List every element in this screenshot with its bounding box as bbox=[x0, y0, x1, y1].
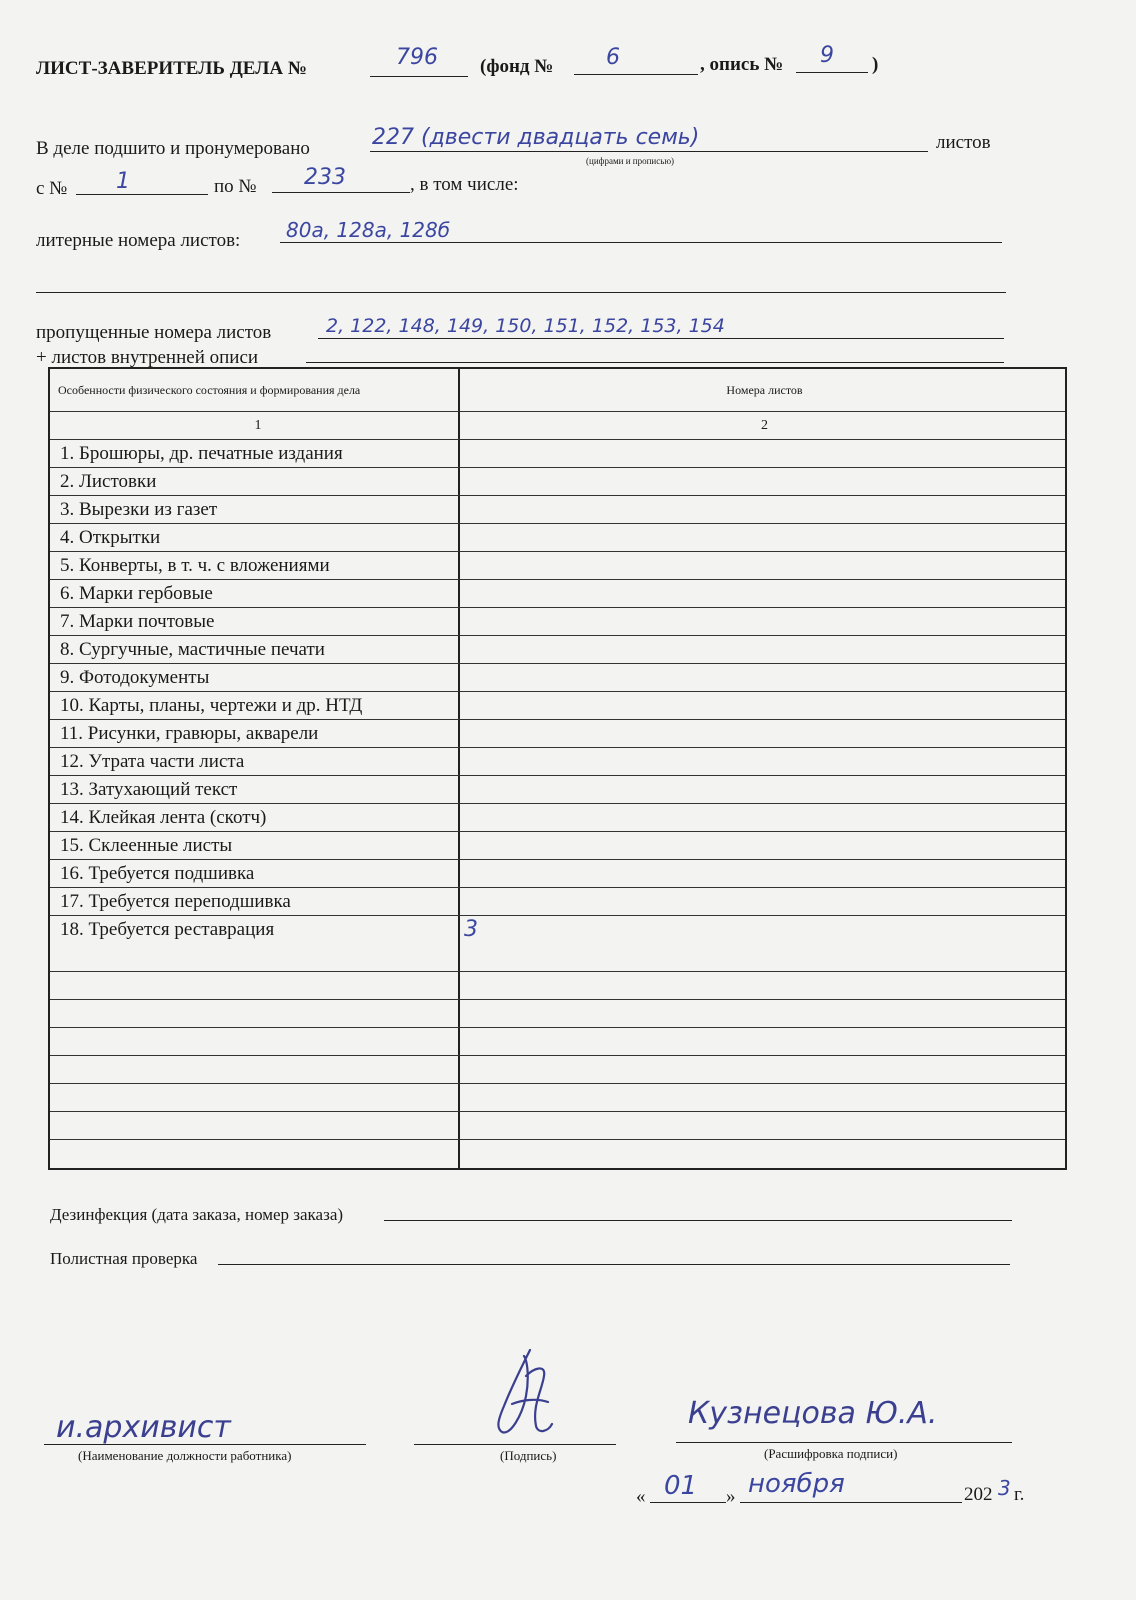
day-line bbox=[650, 1502, 726, 1503]
row-label: 8. Сургучные, мастичные печати bbox=[50, 636, 460, 663]
row-label: 12. Утрата части листа bbox=[50, 748, 460, 775]
row-label: 5. Конверты, в т. ч. с вложениями bbox=[50, 552, 460, 579]
row-sheet-numbers[interactable] bbox=[460, 636, 1065, 663]
row-label: 10. Карты, планы, чертежи и др. НТД bbox=[50, 692, 460, 719]
table-header-row bbox=[50, 369, 1065, 412]
position-value[interactable]: и.архивист bbox=[56, 1410, 231, 1445]
fond-number-value[interactable]: 6 bbox=[606, 45, 620, 70]
missing-numbers-value[interactable]: 2, 122, 148, 149, 150, 151, 152, 153, 154 bbox=[326, 315, 725, 337]
opis-number-line bbox=[796, 72, 868, 73]
table-row bbox=[50, 440, 1065, 468]
check-line bbox=[218, 1264, 1010, 1265]
row-label: 18. Требуется реставрация bbox=[50, 916, 460, 944]
table-row bbox=[50, 664, 1065, 692]
row-label: 4. Открытки bbox=[50, 524, 460, 551]
inner-inventory-label: + листов внутренней описи bbox=[36, 347, 259, 368]
letter-numbers-label: литерные номера листов: bbox=[36, 230, 241, 251]
decoding-caption: (Расшифровка подписи) bbox=[764, 1446, 898, 1461]
sewn-line bbox=[370, 151, 928, 152]
opis-label: , опись № bbox=[700, 54, 784, 75]
year-suffix: г. bbox=[1014, 1484, 1025, 1505]
row-sheet-numbers[interactable] bbox=[460, 608, 1065, 635]
row-label: 3. Вырезки из газет bbox=[50, 496, 460, 523]
form-title: ЛИСТ-ЗАВЕРИТЕЛЬ ДЕЛА № bbox=[36, 58, 307, 79]
opis-number-value[interactable]: 9 bbox=[820, 43, 834, 68]
table-row bbox=[50, 524, 1065, 552]
row-label: 9. Фотодокументы bbox=[50, 664, 460, 691]
quote-close: » bbox=[726, 1486, 736, 1507]
table-row bbox=[50, 692, 1065, 720]
digits-words-caption: (цифрами и прописью) bbox=[586, 156, 675, 166]
row-label: 11. Рисунки, гравюры, акварели bbox=[50, 720, 460, 747]
letter-numbers-line bbox=[280, 242, 1002, 243]
table-row bbox=[50, 832, 1065, 860]
disinfection-line bbox=[384, 1220, 1012, 1221]
check-label: Полистная проверка bbox=[50, 1249, 198, 1268]
year-prefix: 202 bbox=[964, 1484, 993, 1505]
row-label: 13. Затухающий текст bbox=[50, 776, 460, 803]
table-row bbox=[50, 552, 1065, 580]
row-label: 2. Листовки bbox=[50, 468, 460, 495]
row-label: 6. Марки гербовые bbox=[50, 580, 460, 607]
position-caption: (Наименование должности работника) bbox=[78, 1448, 292, 1463]
table-blank-row bbox=[50, 1000, 1065, 1028]
to-value[interactable]: 233 bbox=[304, 165, 346, 190]
row-sheet-numbers[interactable] bbox=[460, 496, 1065, 523]
table-row bbox=[50, 468, 1065, 496]
disinfection-label: Дезинфекция (дата заказа, номер заказа) bbox=[50, 1205, 344, 1224]
table-row bbox=[50, 636, 1065, 664]
row-sheet-numbers[interactable] bbox=[460, 440, 1065, 467]
position-line bbox=[44, 1444, 366, 1445]
row-sheet-numbers[interactable]: 3 bbox=[464, 917, 478, 942]
to-line bbox=[272, 192, 410, 193]
table-row bbox=[50, 804, 1065, 832]
col2-number: 2 bbox=[761, 418, 768, 433]
table-number-row bbox=[50, 412, 1065, 440]
col2-header: Номера листов bbox=[726, 382, 803, 397]
signature-caption: (Подпись) bbox=[500, 1448, 557, 1463]
sewn-value[interactable]: 227 (двести двадцать семь) bbox=[372, 125, 700, 150]
row-sheet-numbers[interactable] bbox=[460, 580, 1065, 607]
decoding-line bbox=[676, 1442, 1012, 1443]
missing-numbers-label: пропущенные номера листов bbox=[36, 322, 272, 343]
row-sheet-numbers[interactable] bbox=[460, 832, 1065, 859]
fond-label: (фонд № bbox=[480, 56, 554, 77]
month-value[interactable]: ноября bbox=[748, 1469, 845, 1499]
table-blank-row bbox=[50, 944, 1065, 972]
table-blank-row bbox=[50, 1140, 1065, 1168]
table-row bbox=[50, 496, 1065, 524]
table-row bbox=[50, 860, 1065, 888]
table-blank-row bbox=[50, 1056, 1065, 1084]
row-label: 1. Брошюры, др. печатные издания bbox=[50, 440, 460, 467]
table-row bbox=[50, 580, 1065, 608]
close-paren: ) bbox=[872, 54, 879, 75]
table-row bbox=[50, 888, 1065, 916]
table-blank-row bbox=[50, 1028, 1065, 1056]
row-sheet-numbers[interactable] bbox=[460, 888, 1065, 915]
row-label: 17. Требуется переподшивка bbox=[50, 888, 460, 915]
letter-numbers-value[interactable]: 80а, 128а, 128б bbox=[286, 218, 451, 242]
sheets-label: листов bbox=[936, 132, 991, 153]
row-label: 7. Марки почтовые bbox=[50, 608, 460, 635]
from-line bbox=[76, 194, 208, 195]
row-label: 16. Требуется подшивка bbox=[50, 860, 460, 887]
decoding-value[interactable]: Кузнецова Ю.А. bbox=[688, 1396, 938, 1431]
table-row bbox=[50, 608, 1065, 636]
row-sheet-numbers[interactable] bbox=[460, 664, 1065, 691]
from-label: с № bbox=[36, 178, 68, 199]
row-sheet-numbers[interactable] bbox=[460, 720, 1065, 747]
month-line bbox=[740, 1502, 962, 1503]
from-value[interactable]: 1 bbox=[116, 169, 130, 194]
case-number-value[interactable]: 796 bbox=[396, 45, 438, 70]
letter-numbers-line-2 bbox=[36, 292, 1006, 293]
to-label: по № bbox=[214, 176, 257, 197]
row-sheet-numbers[interactable] bbox=[460, 860, 1065, 887]
signature-line bbox=[414, 1444, 616, 1445]
quote-open: « bbox=[636, 1486, 646, 1507]
row-sheet-numbers[interactable] bbox=[460, 552, 1065, 579]
year-value[interactable]: 3 bbox=[998, 1476, 1011, 1500]
inner-inventory-line bbox=[306, 362, 1004, 363]
row-sheet-numbers[interactable] bbox=[460, 776, 1065, 803]
day-value[interactable]: 01 bbox=[664, 1471, 698, 1501]
row-sheet-numbers[interactable] bbox=[460, 748, 1065, 775]
row-sheet-numbers[interactable] bbox=[460, 804, 1065, 831]
table-blank-row bbox=[50, 972, 1065, 1000]
row-label: 15. Склеенные листы bbox=[50, 832, 460, 859]
physical-state-table bbox=[48, 367, 1067, 1170]
row-sheet-numbers[interactable] bbox=[460, 468, 1065, 495]
sewn-label: В деле подшито и пронумеровано bbox=[36, 138, 310, 159]
row-sheet-numbers[interactable] bbox=[460, 692, 1065, 719]
col1-header: Особенности физического состояния и формирования дела bbox=[50, 369, 460, 411]
including-label: , в том числе: bbox=[410, 174, 519, 195]
table-row bbox=[50, 916, 1065, 944]
table-row bbox=[50, 776, 1065, 804]
signature-image bbox=[492, 1346, 562, 1442]
table-row bbox=[50, 720, 1065, 748]
missing-numbers-line bbox=[318, 338, 1004, 339]
table-blank-row bbox=[50, 1084, 1065, 1112]
row-sheet-numbers[interactable] bbox=[460, 524, 1065, 551]
col1-number: 1 bbox=[50, 412, 460, 439]
fond-number-line bbox=[574, 74, 698, 75]
table-row bbox=[50, 748, 1065, 776]
table-blank-row bbox=[50, 1112, 1065, 1140]
case-number-line bbox=[370, 76, 468, 77]
row-label: 14. Клейкая лента (скотч) bbox=[50, 804, 460, 831]
